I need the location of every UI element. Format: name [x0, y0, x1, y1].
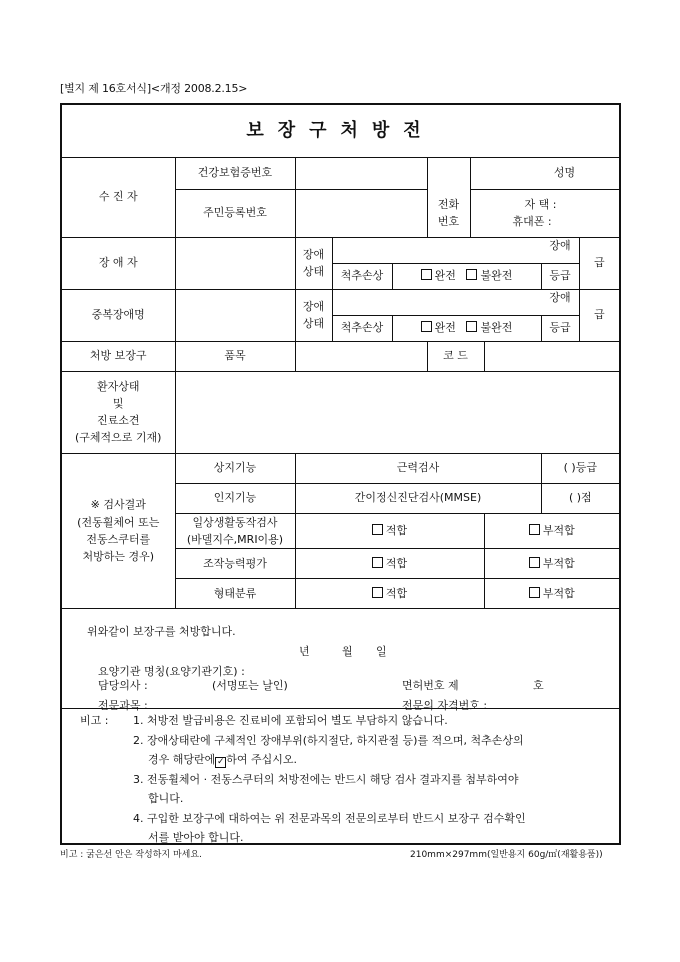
insurance-no-field[interactable] — [295, 157, 427, 189]
phone-label-line2: 번호 — [437, 214, 460, 228]
name-label: 성명 — [470, 157, 619, 189]
multi-disability-label: 중복장애명 — [62, 289, 175, 341]
date-month-label: 월 — [342, 645, 353, 658]
multi-grade-line1: 장애 — [549, 290, 571, 304]
mmse-label: 간이정신진단검사(MMSE) — [295, 483, 541, 513]
multi-state-line2: 상태 — [302, 317, 325, 330]
incomplete-label: 불완전 — [480, 269, 513, 283]
item-label: 품목 — [175, 341, 295, 371]
grade-line2: 등급 — [549, 269, 571, 283]
operation-pass-label: 적합 — [385, 556, 408, 570]
multi-complete-label: 완전 — [434, 321, 456, 335]
institution-label: 요양기관 명칭(요양기관기호) : — [98, 665, 245, 678]
phone-label-line1: 전화 — [437, 197, 460, 211]
exam-label-line2: (전동휠체어 또는 — [77, 515, 160, 529]
multi-incomplete-label: 불완전 — [480, 321, 513, 335]
shape-fail-checkbox[interactable] — [529, 587, 540, 598]
incomplete-checkbox[interactable] — [466, 269, 477, 280]
adl-line2: (바델지수,MRI이용) — [186, 532, 284, 546]
cognitive-label: 인지기능 — [175, 483, 295, 513]
prescription-form — [60, 103, 621, 845]
resident-no-label: 주민등록번호 — [175, 189, 295, 237]
note-2b-pre: 경우 해당란에 — [148, 753, 216, 766]
multi-disability-field[interactable] — [175, 289, 295, 341]
check-mark-icon: ✓ — [216, 757, 225, 767]
complete-checkbox[interactable] — [421, 269, 432, 280]
disability-grade-label — [541, 238, 579, 289]
item-field[interactable] — [295, 341, 427, 371]
resident-no-field[interactable] — [295, 189, 427, 237]
operation-fail-label: 부적합 — [542, 556, 575, 570]
multi-spinal-label: 척추손상 — [332, 315, 392, 341]
operation-fail-checkbox[interactable] — [529, 557, 540, 568]
note-3a: 3. 전동휠체어 · 전동스쿠터의 처방전에는 반드시 해당 검사 결과지를 첨부하여야 — [133, 773, 519, 786]
notes-divider — [62, 708, 619, 709]
form-table — [62, 157, 619, 609]
multi-spinal-options — [392, 315, 541, 341]
device-label: 처방 보장구 — [62, 341, 175, 371]
note-2a: 2. 장애상태란에 구체적인 장애부위(하지절단, 하지관절 등)를 적으며, 척추손상의 — [133, 734, 524, 747]
patient-state-line3: 진료소견 — [96, 414, 140, 427]
adl-label — [175, 513, 295, 548]
disability-state-label — [295, 237, 332, 289]
form-number-label: [별지 제 16호서식]<개정 2008.2.15> — [60, 82, 248, 95]
adl-pass-label: 적합 — [385, 524, 408, 538]
multi-state-label — [295, 289, 332, 341]
shape-label: 형태분류 — [175, 578, 295, 608]
multi-grade-label — [541, 290, 579, 341]
multi-incomplete-checkbox[interactable] — [466, 321, 477, 332]
mobile-phone-label: 휴대폰 : — [512, 215, 552, 228]
muscle-test-label: 근력검사 — [295, 453, 541, 483]
operation-pass-checkbox[interactable] — [372, 557, 383, 568]
patient-state-field[interactable] — [175, 371, 619, 453]
operation-fail-option — [484, 548, 619, 578]
date-day-label: 일 — [376, 645, 387, 658]
note-4a: 4. 구입한 보장구에 대하여는 위 전문과목의 전문의로부터 반드시 보장구 검수확인 — [133, 812, 526, 825]
patient-state-line2: 및 — [112, 396, 124, 410]
note-3b: 합니다. — [148, 792, 184, 805]
phone-label — [427, 189, 470, 237]
upper-limb-label: 상지기능 — [175, 453, 295, 483]
state-line2: 상태 — [302, 265, 325, 278]
shape-fail-option — [484, 578, 619, 608]
disability-name-field[interactable] — [175, 237, 295, 289]
multi-state-line1: 장애 — [302, 299, 325, 313]
state-line1: 장애 — [302, 247, 325, 261]
score-result-field[interactable]: ( )점 — [541, 483, 619, 513]
disability-grade-unit: 급 — [579, 237, 619, 289]
paper-spec: 210mm×297mm(일반용지 60g/㎡(재활용품)) — [410, 850, 603, 860]
patient-state-line4: (구체적으로 기재) — [75, 431, 162, 445]
note-1: 1. 처방전 발급비용은 진료비에 포함되어 별도 부담하지 않습니다. — [133, 714, 448, 727]
insurance-no-label: 건강보험증번호 — [175, 157, 295, 189]
seal-label: (서명또는 날인) — [212, 679, 288, 692]
license-label: 면허번호 제 — [402, 679, 459, 692]
complete-label: 완전 — [434, 269, 456, 283]
grade-result-field[interactable]: ( )등급 — [541, 453, 619, 483]
exam-label-line3: 전동스쿠터를 — [86, 532, 151, 546]
grade-line1: 장애 — [549, 238, 571, 252]
operation-label: 조작능력평가 — [175, 548, 295, 578]
form-title: 보장구처방전 — [62, 105, 619, 158]
adl-fail-checkbox[interactable] — [529, 524, 540, 535]
multi-grade-line2: 등급 — [549, 321, 571, 335]
adl-pass-checkbox[interactable] — [372, 524, 383, 535]
shape-fail-label: 부적합 — [542, 586, 575, 600]
adl-fail-option — [484, 513, 619, 548]
exam-label — [62, 453, 175, 608]
code-label: 코 드 — [427, 341, 484, 371]
shape-pass-checkbox[interactable] — [372, 587, 383, 598]
signature-section — [62, 617, 619, 721]
home-phone-label: 자 택 : — [524, 197, 557, 211]
specialty-label: 전문과목 : — [98, 699, 148, 712]
exam-label-line1: ※ 검사결과 — [90, 498, 146, 512]
note-2b — [148, 751, 297, 768]
operation-pass-option — [295, 548, 484, 578]
prescription-statement: 위와같이 보장구를 처방합니다. — [87, 625, 236, 638]
adl-pass-option — [295, 513, 484, 548]
note-2b-post: 하여 주십시오. — [226, 753, 298, 766]
patient-state-line1: 환자상태 — [96, 379, 140, 393]
patient-state-label — [62, 371, 175, 453]
specialist-no-label: 전문의 자격번호 : — [402, 699, 488, 712]
disability-label: 장 애 자 — [62, 237, 175, 289]
shape-pass-option — [295, 578, 484, 608]
date-year-label: 년 — [299, 645, 310, 658]
multi-grade-unit: 급 — [579, 289, 619, 341]
spinal-injury-label: 척추손상 — [332, 263, 392, 289]
adl-line1: 일상생활동작검사 — [192, 515, 278, 529]
adl-fail-label: 부적합 — [542, 524, 575, 538]
note-4b: 서를 받아야 합니다. — [148, 831, 244, 844]
exam-label-line4: 처방하는 경우) — [82, 549, 155, 563]
footer-note: 비고 : 굵은선 안은 작성하지 마세요. — [60, 850, 202, 860]
spinal-injury-options — [392, 263, 541, 289]
multi-complete-checkbox[interactable] — [421, 321, 432, 332]
shape-pass-label: 적합 — [385, 586, 408, 600]
notes-label: 비고 : — [80, 714, 109, 727]
recipient-label: 수 진 자 — [62, 157, 175, 237]
doctor-label: 담당의사 : — [98, 679, 148, 692]
license-suffix: 호 — [533, 679, 544, 692]
contact-fields[interactable] — [470, 189, 619, 237]
code-field[interactable] — [484, 341, 619, 371]
